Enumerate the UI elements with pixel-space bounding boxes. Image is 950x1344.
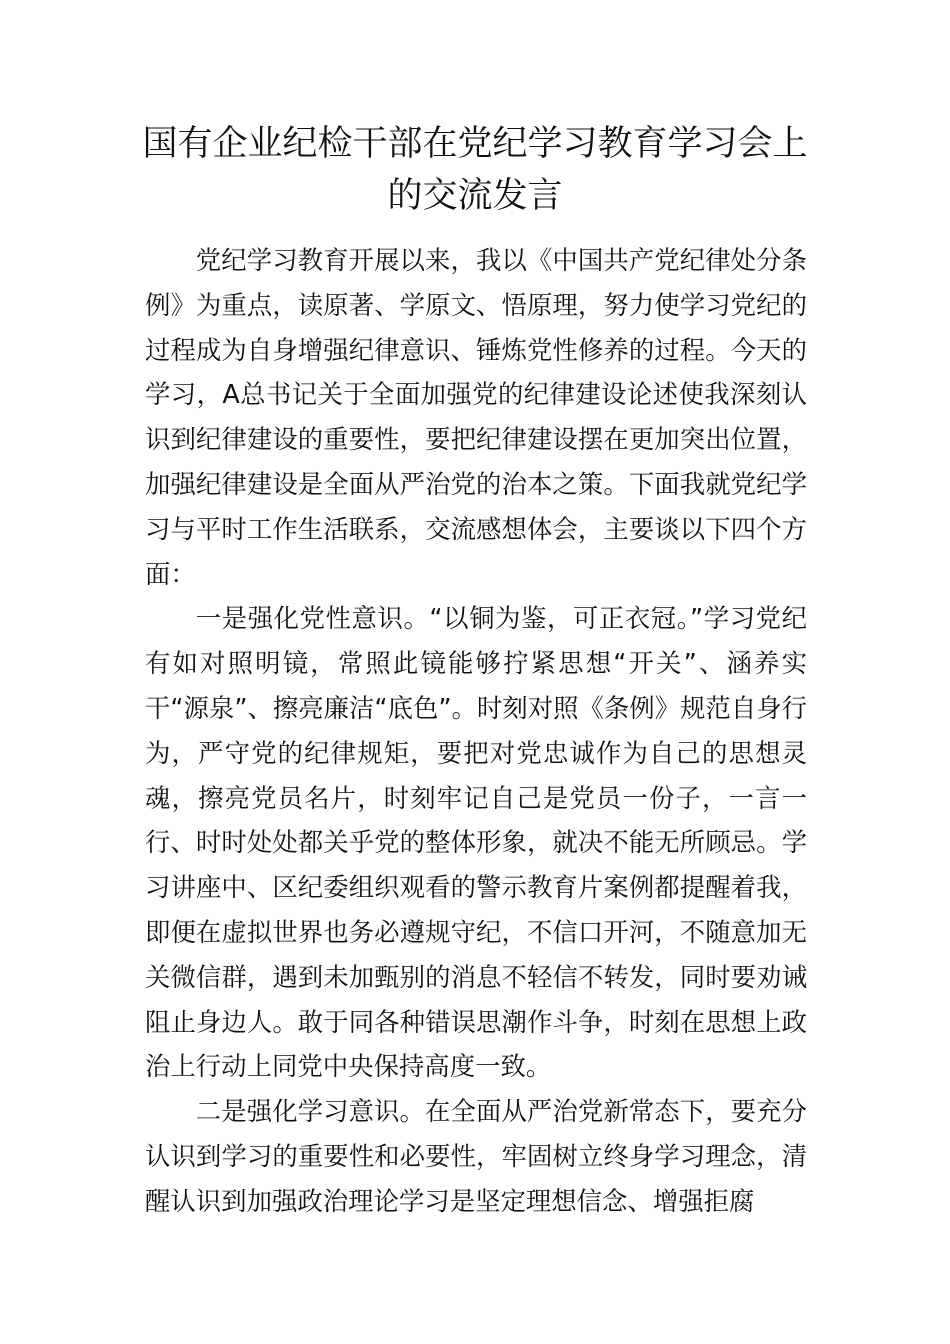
document-title: 国有企业纪检干部在党纪学习教育学习会上的交流发言 — [142, 124, 808, 216]
document-body — [145, 238, 807, 1224]
paragraph-point-two: 二是强化学习意识。在全面从严治党新常态下，要充分认识到学习的重要性和必要性，牢固树立终身学习理念，清醒认识到加强政治理论学习是坚定理想信念、增强拒腐 — [145, 1096, 807, 1216]
paragraph-intro: 党纪学习教育开展以来，我以《中国共产党纪律处分条例》为重点，读原著、学原文、悟原理，努力使学习党纪的过程成为自身增强纪律意识、锤炼党性修养的过程。今天的学习，A总书记关于全面加强党的纪律建设论述使我深刻认识到纪律建设的重要性，要把纪律建设摆在更加突出位置，加强纪律建设是全面从严治党的治本之策。下面我就党纪学习与平时工作生活联系，交流感想体会，主要谈以下四个方面： — [145, 245, 807, 589]
paragraph-point-one: 一是强化党性意识。“以铜为鉴，可正衣冠。”学习党纪有如对照明镜，常照此镜能够拧紧思想“开关”、涵养实干“源泉”、擦亮廉洁“底色”。时刻对照《条例》规范自身行为，严守党的纪律规矩，要把对党忠诚作为自己的思想灵魂，擦亮党员名片，时刻牢记自己是党员一份子，一言一行、时时处处都关乎党的整体形象，就决不能无所顾忌。学习讲座中、区纪委组织观看的警示教育片案例都提醒着我，即便在虚拟世界也务必遵规守纪，不信口开河，不随意加无关微信群，遇到未加甄别的消息不轻信不转发，同时要劝诫阻止身边人。敢于同各种错误思潮作斗争，时刻在思想上政治上行动上同党中央保持高度一致。 — [145, 603, 807, 1082]
